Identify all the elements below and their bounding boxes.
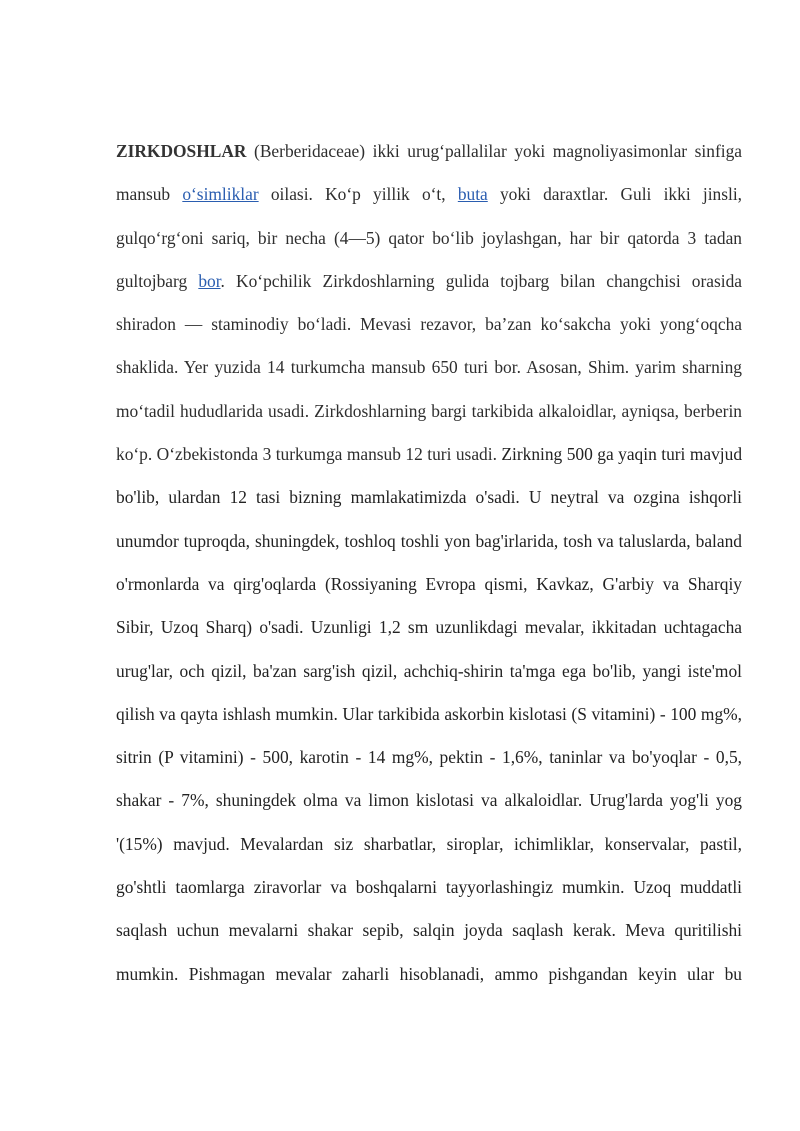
text-segment-3: yoki daraxtlar. Guli ikki jinsli, gulqo‘rg‘oni sariq, bir necha (4—5) qator bo‘lib joylashgan, har bir qatorda 3 tadan gultojbarg [116,184,742,291]
text-segment-1: (Berberidaceae) ikki urug‘pallalilar yoki magnoliyasimonlar sinfiga mansub [116,141,742,205]
link-bor[interactable]: bor [198,270,221,291]
text-segment-4: . Ko‘pchilik Zirkdoshlarning gulida tojbarg bilan changchisi orasida shiradon — staminodiy bo‘ladi. Mevasi rezavor, ba’zan ko‘sakcha yoki yong‘oqcha shaklida. Yer yuzida 14 turkumcha mansub 650 turi bor. Asosan, Shim. yarim sharning mo‘tadil hududlarida usadi. Zirkdoshlarning bargi tarkibida alkaloidlar, ayniqsa, berberin ko‘p. O‘zbekistonda 3 turkumga mansub 12 turi usadi. [116,270,742,465]
article-title: ZIRKDOSHLAR [116,141,247,161]
link-shrub[interactable]: buta [457,184,488,205]
article-paragraph [116,130,742,996]
link-plants[interactable]: o‘simliklar [182,184,259,205]
text-segment-2: oilasi. Ko‘p yillik o‘t, [258,184,458,205]
text-segment-5: Zirkning 500 ga yaqin turi mavjud bo'lib, ulardan 12 tasi bizning mamlakatimizda o'sadi. U neytral va ozgina ishqorli unumdor tuproqda, shuningdek, toshloq toshli yon bag'irlarida, tosh va taluslarda, baland o'rmonlarda va qirg'oqlarda (Rossiyaning Evropa qismi, Kavkaz, G'arbiy va Sharqiy Sibir, Uzoq Sharq) o'sadi. Uzunligi 1,2 sm uzunlikdagi mevalar, ikkitadan uchtagacha urug'lar, och qizil, ba'zan sarg'ish qizil, achchiq-shirin ta'mga ega bo'lib, yangi iste'mol qilish va qayta ishlash mumkin. Ular tarkibida askorbin kislotasi (S vitamini) - 100 mg%, sitrin (P vitamini) - 500, karotin - 14 mg%, pektin - 1,6%, taninlar va bo'yoqlar - 0,5, shakar - 7%, shuningdek olma va limon kislotasi va alkaloidlar. Urug'larda yog'li yog '(15%) mavjud. Mevalardan siz sharbatlar, siroplar, ichimliklar, konservalar, pastil, go'shtli taomlarga ziravorlar va boshqalarni tayyorlashingiz mumkin. Uzoq muddatli saqlash uchun mevalarni shakar sepib, salqin joyda saqlash kerak. Meva quritilishi mumkin. Pishmagan mevalar zaharli hisoblanadi, ammo pishgandan keyin ular bu [116,444,743,984]
